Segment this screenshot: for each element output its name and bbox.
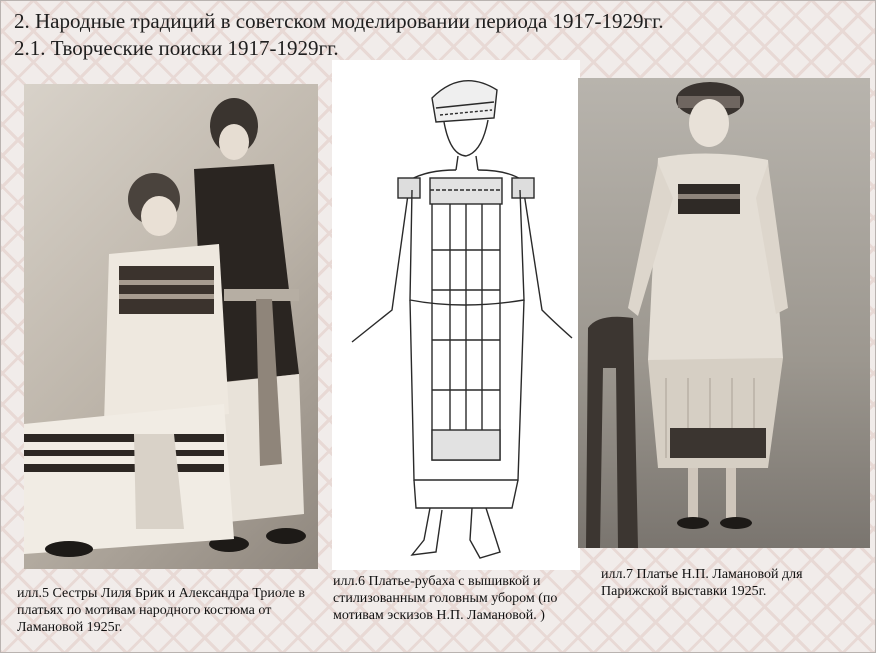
photo-illustration-7 xyxy=(578,78,870,548)
photo-5-sketch xyxy=(24,84,318,569)
slide-title: 2. Народные традиций в советском моделировании периода 1917-1929гг. xyxy=(14,9,664,33)
caption-illustration-6: илл.6 Платье-рубаха с вышивкой и стилизованным головным убором (по мотивам эскизов Н.П. Ламановой. ) xyxy=(333,574,558,623)
caption-illustration-5: илл.5 Сестры Лиля Брик и Александра Триоле в платьях по мотивам народного костюма от Ламановой 1925г. xyxy=(17,586,306,635)
photo-7-sketch xyxy=(578,78,870,548)
caption-illustration-7: илл.7 Платье Н.П. Ламановой для Парижской выставки 1925г. xyxy=(601,567,803,599)
drawing-illustration-6 xyxy=(332,60,580,570)
photo-illustration-5 xyxy=(24,84,318,569)
dress-line-drawing xyxy=(332,60,580,570)
slide-subtitle: 2.1. Творческие поиски 1917-1929гг. xyxy=(14,36,339,60)
